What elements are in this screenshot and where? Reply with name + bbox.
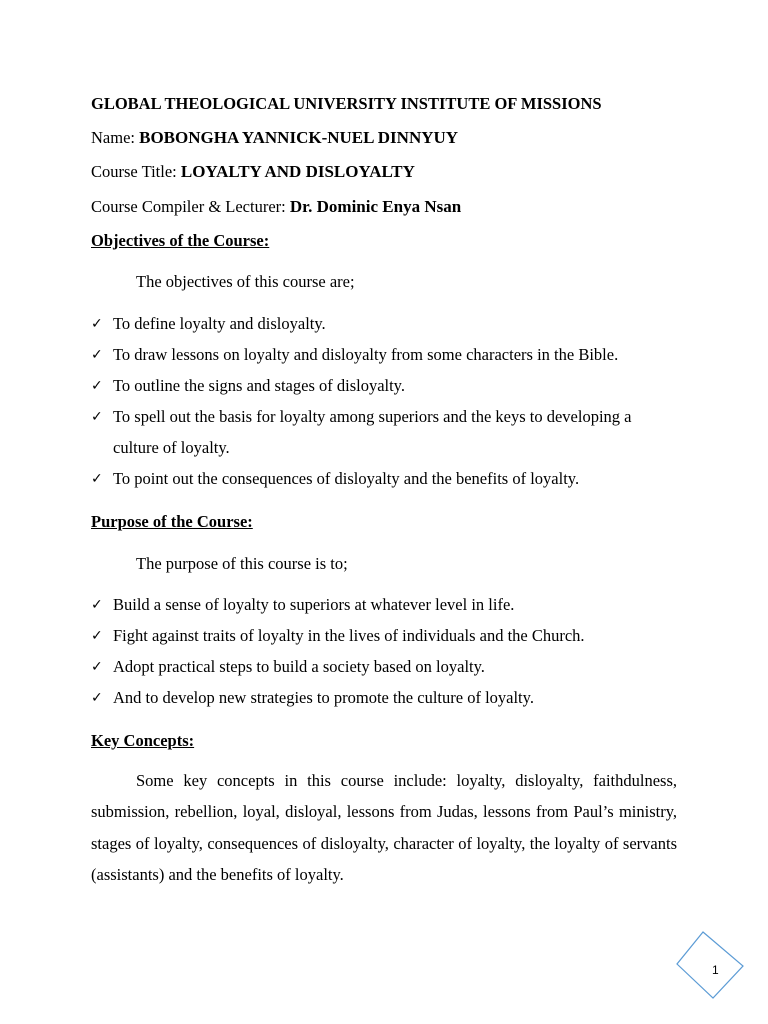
key-concepts-paragraph: Some key concepts in this course include: loyalty, disloyalty, faithdulness, submission, rebellion, loyal, disloyal, lessons from Judas, lessons from Paul’s ministry, stages of loyalty, consequences of disloyalty, character of loyalty, the loyalty of servants (assistants) and the benefits of loyalty.	[91, 771, 677, 884]
objective-text: culture of loyalty.	[113, 438, 230, 457]
objective-text: To outline the signs and stages of disloyalty.	[113, 376, 405, 395]
objectives-heading: Objectives of the Course:	[91, 231, 270, 250]
objective-text: To spell out the basis for loyalty among superiors and the keys to developing a	[113, 407, 632, 426]
course-title-label: Course Title:	[91, 162, 181, 181]
student-name-line	[91, 128, 458, 148]
purpose-text: Fight against traits of loyalty in the lives of individuals and the Church.	[113, 626, 585, 645]
page-number-badge-icon	[675, 930, 745, 1000]
lecturer-line	[91, 197, 461, 217]
checkmark-icon: ✓	[91, 316, 103, 332]
checkmark-icon: ✓	[91, 690, 103, 706]
objective-text: To point out the consequences of disloyalty and the benefits of loyalty.	[113, 469, 580, 488]
lecturer-value: Dr. Dominic Enya Nsan	[289, 197, 462, 216]
purpose-text: And to develop new strategies to promote the culture of loyalty.	[113, 688, 534, 707]
course-title-line	[91, 162, 415, 182]
purpose-heading: Purpose of the Course:	[91, 512, 253, 531]
purpose-text: Build a sense of loyalty to superiors at whatever level in life.	[113, 595, 515, 614]
checkmark-icon: ✓	[91, 409, 103, 425]
key-concepts-heading: Key Concepts:	[91, 731, 195, 750]
page-number: 1	[712, 963, 719, 977]
checkmark-icon: ✓	[91, 471, 103, 487]
lecturer-label: Course Compiler & Lecturer:	[91, 197, 290, 216]
name-value: BOBONGHA YANNICK-NUEL DINNYUY	[139, 128, 459, 147]
checkmark-icon: ✓	[91, 628, 103, 644]
checkmark-icon: ✓	[91, 597, 103, 613]
checkmark-icon: ✓	[91, 347, 103, 363]
objective-text: To draw lessons on loyalty and disloyalty from some characters in the Bible.	[113, 345, 619, 364]
checkmark-icon: ✓	[91, 378, 103, 394]
objectives-intro: The objectives of this course are;	[136, 272, 355, 291]
course-title-value: LOYALTY AND DISLOYALTY	[180, 162, 415, 181]
institution-heading: GLOBAL THEOLOGICAL UNIVERSITY INSTITUTE OF MISSIONS	[91, 94, 602, 113]
purpose-intro: The purpose of this course is to;	[136, 554, 348, 573]
objective-text: To define loyalty and disloyalty.	[113, 314, 326, 333]
checkmark-icon: ✓	[91, 659, 103, 675]
name-label: Name:	[91, 128, 140, 147]
purpose-text: Adopt practical steps to build a society based on loyalty.	[113, 657, 485, 676]
